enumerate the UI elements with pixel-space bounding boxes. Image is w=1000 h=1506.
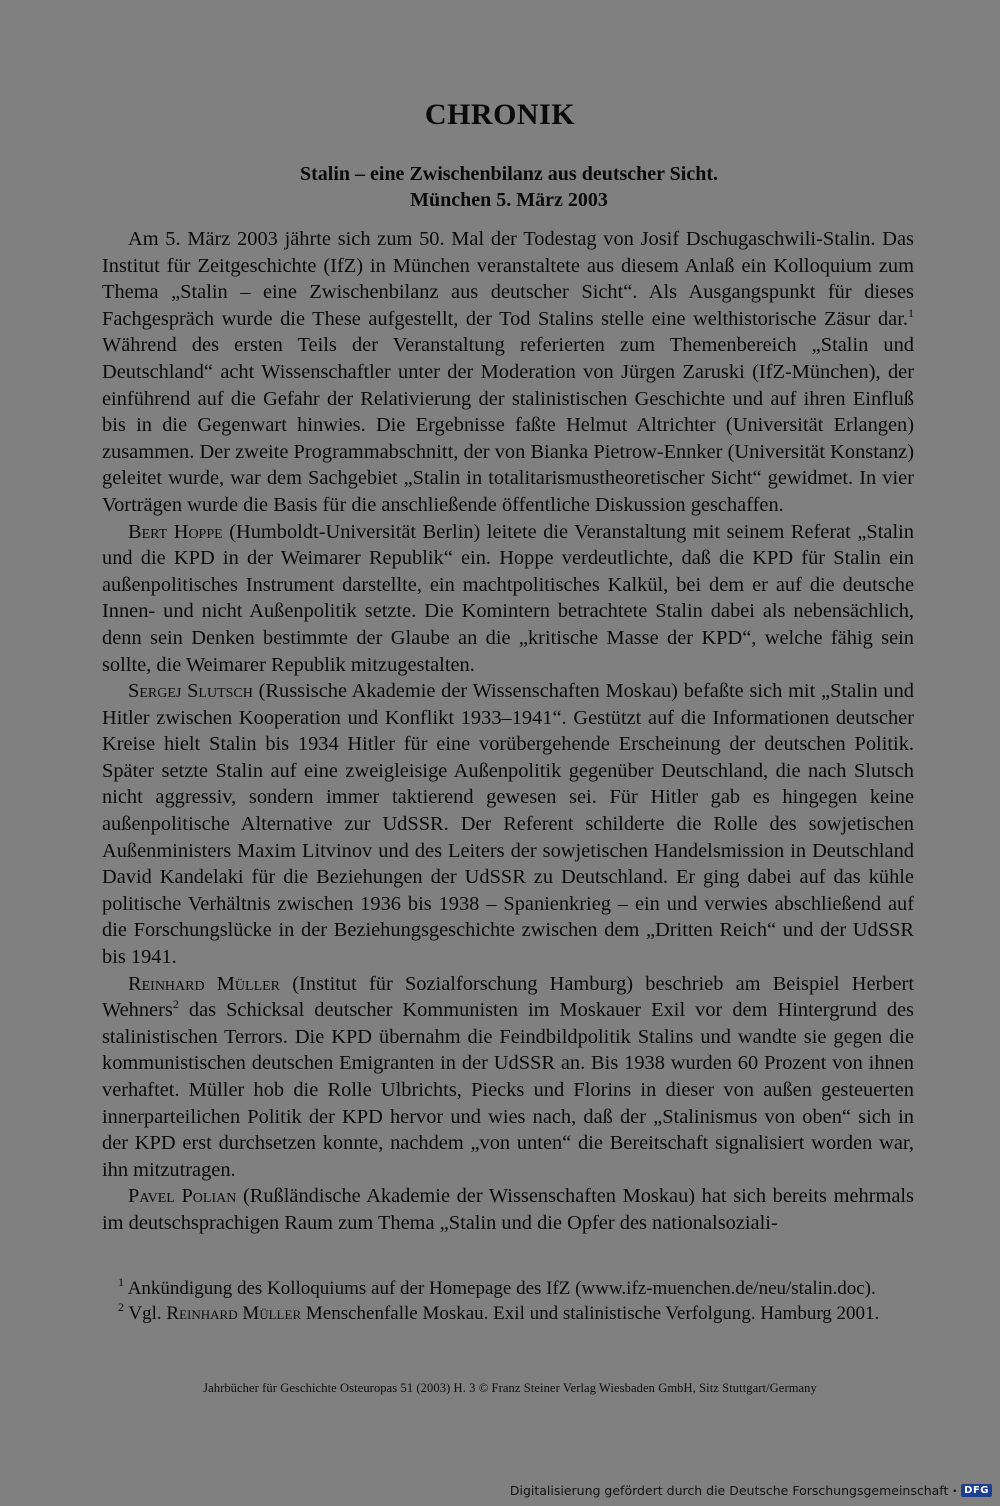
author-name: Bert Hoppe [128,520,223,543]
author-name: Pavel Polian [128,1185,237,1208]
article-body [102,226,914,1237]
journal-citation: Jahrbücher für Geschichte Osteuropas 51 (2003) H. 3 © Franz Steiner Verlag Wiesbaden GmbH, Sitz Stuttgart/Germany [203,1381,817,1395]
footnote-text: Vgl. [124,1303,167,1324]
paragraph-text: (Humboldt-Universität Berlin) leitete die Veranstaltung mit seinem Referat „Stalin und die KPD in der Weimarer Republik“ ein. Hoppe verdeutlichte, daß die KPD für Stalin ein außenpolitisches Instrument darstellte, ein machtpolitisches Kalkül, bei dem er auf die deutsche Innen- und nicht Außenpolitik setzte. Die Komintern betrachtete Stalin dabei als nebensächlich, denn sein Denken bestimmte der Glaube an die „kritische Masse der KPD“, welche fähig sein sollte, die Weimarer Republik mitzugestalten. [102,520,914,676]
author-name: Reinhard Müller [128,972,281,995]
footnotes [102,1276,914,1326]
paragraph-text: (Rußländische Akademie der Wissenschaften Moskau) hat sich bereits mehrmals im deutschsprachigen Raum zum Thema „Stalin und die Opfer des nationalsoziali- [102,1185,914,1234]
footnote-ref[interactable]: 2 [172,997,179,1012]
author-name: Reinhard Müller [166,1303,302,1324]
separator-dot: · [952,1482,958,1498]
funding-text: Digitalisierung gefördert durch die Deutsche Forschungsgemeinschaft [509,1482,949,1498]
author-name: Sergej Slutsch [128,680,253,703]
paragraph-text: Am 5. März 2003 jährte sich zum 50. Mal der Todestag von Josif Dschugaschwili-Stalin. Das Institut für Zeitgeschichte (IfZ) in München veranstaltete aus diesem Anlaß ein Kolloquium zum Thema „Stalin – eine Zwischenbilanz aus deutscher Sicht“. Als Ausgangspunkt für dieses Fachgespräch wurde die These aufgestellt, der Tod Stalins stelle eine welthistorische Zäsur dar. [102,228,914,330]
footnote-number: 1 [118,1275,124,1289]
footnote-number: 2 [118,1300,124,1314]
footnote-text: Menschenfalle Moskau. Exil und stalinistische Verfolgung. Hamburg 2001. [301,1303,880,1324]
paragraph [102,519,914,679]
footnote [102,1276,914,1301]
section-heading: CHRONIK [424,98,576,131]
footnote-ref[interactable]: 1 [908,305,914,320]
article-date-place: München 5. März 2003 [410,189,608,211]
footnote-text: Ankündigung des Kolloquiums auf der Homepage des IfZ (www.ifz-muenchen.de/neu/stalin.doc). [124,1278,876,1299]
footnote [102,1301,914,1326]
paragraph-text: Während des ersten Teils der Veranstaltung referierten zum Themenbereich „Stalin und Deutschland“ acht Wissenschaftler unter der Moderation von Jürgen Zaruski (IfZ-München), der einführend auf die Gefahr der Relativierung der stalinistischen Geschichte und auf ihren Einfluß bis in die Gegenwart hinwies. Die Ergebnisse faßte Helmut Altrichter (Universität Erlangen) zusammen. Der zweite Programmabschnitt, der von Bianka Pietrow-Ennker (Universität Konstanz) geleitet wurde, war dem Sachgebiet „Stalin in totalitarismustheoretischer Sicht“ gewidmet. In vier Vorträgen wurde die Basis für die anschließende öffentliche Diskussion geschaffen. [102,334,914,516]
paragraph-text: (Institut für Sozialforschung Hamburg) beschrieb am Beispiel Herbert Wehners [102,972,914,1022]
paragraph [102,971,914,1184]
dfg-logo-icon: DFG [961,1484,992,1497]
paragraph-text: (Russische Akademie der Wissenschaften Moskau) befaßte sich mit „Stalin und Hitler zwischen Kooperation und Konflikt 1933–1941“. Gestützt auf die Informationen deutscher Kreise hielt Stalin bis 1934 Hitler für eine vorübergehende Erscheinung der deutschen Politik. Später setzte Stalin auf eine zweigleisige Außenpolitik gegenüber Deutschland, die nach Slutsch nicht aggressiv, sondern immer taktierend gewesen sei. Für Hitler gab es hingegen keine außenpolitische Alternative zur UdSSR. Der Referent schilderte die Rolle des sowjetischen Außenministers Maxim Litvinov und des Leiters der sowjetischen Handelsmission in Deutschland David Kandelaki für die Beziehungen der UdSSR zu Deutschland. Er ging dabei auf das kühle politische Verhältnis zwischen 1936 bis 1938 – Spanienkrieg – ein und verwies abschließend auf die Forschungslücke in der Beziehungsgeschichte zwischen dem „Dritten Reich“ und der UdSSR bis 1941. [102,680,914,969]
funding-notice [510,1480,992,1500]
paragraph-text: das Schicksal deutscher Kommunisten im Moskauer Exil vor dem Hintergrund des stalinistischen Terrors. Die KPD übernahm die Feindbildpolitik Stalins und wandte sie gegen die kommunistischen deutschen Emigranten in der UdSSR an. Bis 1938 wurden 60 Prozent von ihnen verhaftet. Müller hob die Rolle Ulbrichts, Piecks und Florins in dieser von außen gesteuerten innerparteilichen Politik der KPD hervor und wies nach, daß der „Stalinismus von oben“ sich in der KPD erst durchsetzen konnte, nachdem „von unten“ die Bereitschaft signalisiert worden war, ihn mitzutragen. [102,999,914,1181]
paragraph [102,226,914,519]
article-title: Stalin – eine Zwischenbilanz aus deutscher Sicht. [299,163,719,185]
paragraph [102,678,914,971]
paragraph [102,1183,914,1236]
